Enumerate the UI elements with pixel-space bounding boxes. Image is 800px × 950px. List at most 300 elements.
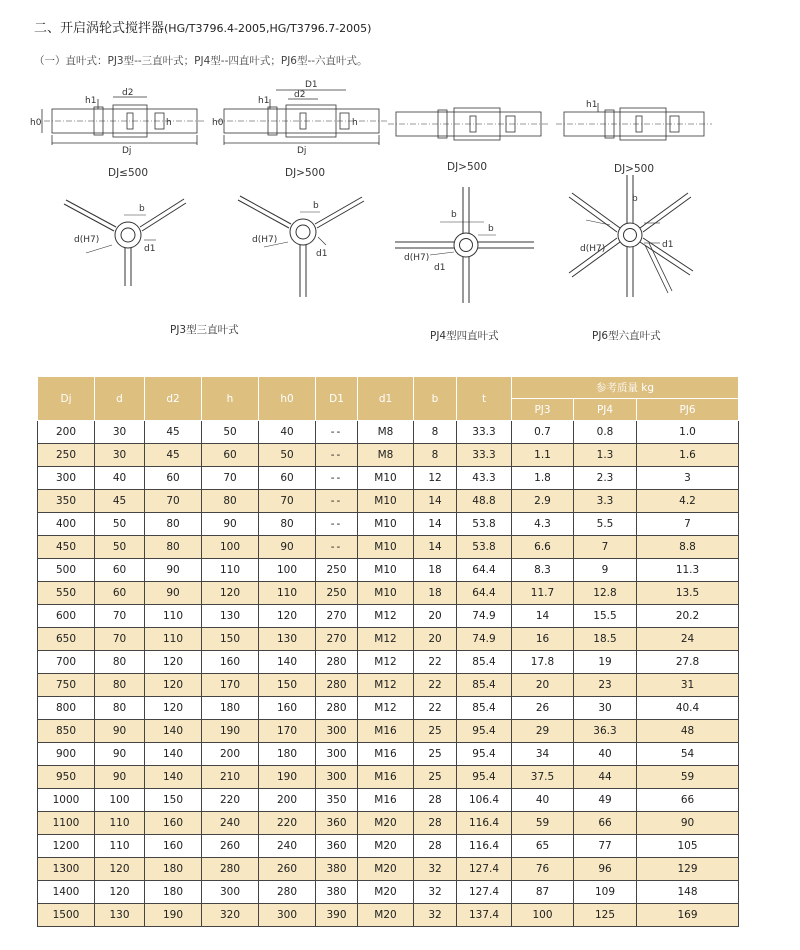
table-cell: 85.4 xyxy=(457,697,512,720)
table-cell: 25 xyxy=(414,720,457,743)
header-D1: D1 xyxy=(316,377,358,421)
table-cell: M10 xyxy=(358,536,414,559)
table-cell: 80 xyxy=(95,651,145,674)
table-cell: M20 xyxy=(358,881,414,904)
table-cell: 14 xyxy=(414,536,457,559)
table-cell: 150 xyxy=(145,789,202,812)
table-cell: 120 xyxy=(259,605,316,628)
table-cell: 250 xyxy=(316,559,358,582)
dim-h1-2: h1 xyxy=(258,96,270,106)
table-cell: 30 xyxy=(95,444,145,467)
table-cell: 2.3 xyxy=(574,467,637,490)
table-row xyxy=(38,697,739,720)
table-cell: 700 xyxy=(38,651,95,674)
table-cell: 360 xyxy=(316,812,358,835)
table-cell: 140 xyxy=(259,651,316,674)
table-cell: 350 xyxy=(316,789,358,812)
table-cell: 32 xyxy=(414,881,457,904)
top-view-pj4 xyxy=(395,187,534,303)
table-cell: 127.4 xyxy=(457,858,512,881)
title-text: 二、开启涡轮式搅拌器 xyxy=(34,21,165,36)
table-cell: 90 xyxy=(95,743,145,766)
table-cell: 7 xyxy=(637,513,739,536)
table-cell: M16 xyxy=(358,720,414,743)
table-cell: M20 xyxy=(358,858,414,881)
table-cell: 190 xyxy=(202,720,259,743)
table-cell: 1.6 xyxy=(637,444,739,467)
table-cell: 90 xyxy=(95,766,145,789)
table-cell: M10 xyxy=(358,582,414,605)
table-cell: -- xyxy=(316,536,358,559)
header-pj3: PJ3 xyxy=(512,399,574,421)
header-pj4: PJ4 xyxy=(574,399,637,421)
technical-drawings xyxy=(0,75,800,365)
table-row xyxy=(38,651,739,674)
table-row xyxy=(38,628,739,651)
dim-dj-1: Dj xyxy=(122,146,132,156)
table-cell: 120 xyxy=(145,674,202,697)
table-cell: 180 xyxy=(145,858,202,881)
dim-d2-1: d2 xyxy=(122,88,134,98)
caption-pj6: PJ6型六直叶式 xyxy=(592,330,661,342)
table-cell: 22 xyxy=(414,674,457,697)
table-cell: 130 xyxy=(259,628,316,651)
caption-dj-2: DJ>500 xyxy=(285,167,326,179)
caption-dj-1: DJ≤500 xyxy=(108,167,149,179)
table-cell: 3 xyxy=(637,467,739,490)
table-cell: M12 xyxy=(358,651,414,674)
table-cell: 250 xyxy=(38,444,95,467)
caption-dj-3: DJ>500 xyxy=(447,161,488,173)
table-cell: 14 xyxy=(414,490,457,513)
table-cell: 60 xyxy=(95,559,145,582)
dim-d1-pj4: d1 xyxy=(434,263,446,273)
table-row xyxy=(38,467,739,490)
table-cell: 44 xyxy=(574,766,637,789)
table-cell: 77 xyxy=(574,835,637,858)
dim-h1-4: h1 xyxy=(586,100,598,110)
table-row xyxy=(38,444,739,467)
side-view-4 xyxy=(556,103,712,140)
table-row xyxy=(38,536,739,559)
table-cell: 64.4 xyxy=(457,559,512,582)
table-cell: 4.2 xyxy=(637,490,739,513)
table-cell: 550 xyxy=(38,582,95,605)
table-cell: 30 xyxy=(574,697,637,720)
table-cell: 5.5 xyxy=(574,513,637,536)
table-cell: 500 xyxy=(38,559,95,582)
table-cell: 65 xyxy=(512,835,574,858)
table-cell: 9 xyxy=(574,559,637,582)
table-cell: 22 xyxy=(414,697,457,720)
table-cell: 13.5 xyxy=(637,582,739,605)
table-cell: 31 xyxy=(637,674,739,697)
table-cell: 50 xyxy=(202,421,259,444)
table-cell: 90 xyxy=(145,582,202,605)
table-cell: 270 xyxy=(316,605,358,628)
table-cell: M12 xyxy=(358,697,414,720)
table-cell: M12 xyxy=(358,628,414,651)
table-cell: 12 xyxy=(414,467,457,490)
table-cell: 24 xyxy=(637,628,739,651)
table-cell: 66 xyxy=(637,789,739,812)
table-cell: 110 xyxy=(95,835,145,858)
table-cell: 28 xyxy=(414,812,457,835)
table-cell: 36.3 xyxy=(574,720,637,743)
table-cell: -- xyxy=(316,421,358,444)
table-cell: 90 xyxy=(95,720,145,743)
table-cell: 45 xyxy=(95,490,145,513)
table-cell: 390 xyxy=(316,904,358,927)
header-d2: d2 xyxy=(145,377,202,421)
table-cell: 80 xyxy=(95,697,145,720)
table-cell: 260 xyxy=(202,835,259,858)
table-cell: 8.3 xyxy=(512,559,574,582)
dim-h1-1: h1 xyxy=(85,96,97,106)
table-cell: 50 xyxy=(259,444,316,467)
table-cell: 1200 xyxy=(38,835,95,858)
table-cell: 200 xyxy=(259,789,316,812)
table-cell: 17.8 xyxy=(512,651,574,674)
table-row xyxy=(38,513,739,536)
table-cell: 34 xyxy=(512,743,574,766)
table-cell: 74.9 xyxy=(457,628,512,651)
header-d: d xyxy=(95,377,145,421)
table-cell: 70 xyxy=(145,490,202,513)
table-cell: 2.9 xyxy=(512,490,574,513)
dim-dj-2: Dj xyxy=(297,146,307,156)
dim-d2-2: d2 xyxy=(294,90,306,100)
table-cell: 18 xyxy=(414,582,457,605)
dim-h0-1: h0 xyxy=(30,118,42,128)
table-cell: M20 xyxy=(358,835,414,858)
table-cell: 54 xyxy=(637,743,739,766)
table-cell: 50 xyxy=(95,513,145,536)
table-cell: 180 xyxy=(145,881,202,904)
table-cell: 200 xyxy=(38,421,95,444)
table-cell: 260 xyxy=(259,858,316,881)
table-cell: 600 xyxy=(38,605,95,628)
dim-b-pj3b: b xyxy=(313,201,319,211)
dim-b2-pj4: b xyxy=(488,224,494,234)
table-cell: 6.6 xyxy=(512,536,574,559)
table-cell: 70 xyxy=(259,490,316,513)
table-cell: 300 xyxy=(316,720,358,743)
table-cell: 60 xyxy=(145,467,202,490)
table-cell: 1.0 xyxy=(637,421,739,444)
header-dj: Dj xyxy=(38,377,95,421)
table-row xyxy=(38,674,739,697)
table-cell: 16 xyxy=(512,628,574,651)
table-row xyxy=(38,789,739,812)
table-cell: 1400 xyxy=(38,881,95,904)
table-cell: M10 xyxy=(358,490,414,513)
table-row xyxy=(38,858,739,881)
table-cell: 60 xyxy=(95,582,145,605)
table-cell: 140 xyxy=(145,720,202,743)
table-cell: 650 xyxy=(38,628,95,651)
table-cell: 110 xyxy=(259,582,316,605)
table-cell: 80 xyxy=(95,674,145,697)
table-cell: 125 xyxy=(574,904,637,927)
table-cell: M12 xyxy=(358,674,414,697)
table-cell: 59 xyxy=(512,812,574,835)
table-cell: 140 xyxy=(145,766,202,789)
table-cell: 450 xyxy=(38,536,95,559)
table-cell: 40 xyxy=(259,421,316,444)
table-cell: 170 xyxy=(259,720,316,743)
table-cell: 160 xyxy=(145,835,202,858)
table-cell: 40.4 xyxy=(637,697,739,720)
table-cell: 18 xyxy=(414,559,457,582)
table-cell: 140 xyxy=(145,743,202,766)
table-cell: 280 xyxy=(259,881,316,904)
side-view-3 xyxy=(388,108,548,140)
table-cell: 200 xyxy=(202,743,259,766)
table-cell: 750 xyxy=(38,674,95,697)
table-cell: 23 xyxy=(574,674,637,697)
table-cell: 109 xyxy=(574,881,637,904)
table-row xyxy=(38,766,739,789)
table-cell: 25 xyxy=(414,766,457,789)
table-cell: 180 xyxy=(259,743,316,766)
table-cell: 240 xyxy=(202,812,259,835)
table-cell: 160 xyxy=(145,812,202,835)
title-standard: (HG/T3796.4-2005,HG/T3796.7-2005) xyxy=(164,22,372,35)
table-cell: 105 xyxy=(637,835,739,858)
table-cell: 360 xyxy=(316,835,358,858)
table-row xyxy=(38,559,739,582)
table-cell: 53.8 xyxy=(457,513,512,536)
table-cell: 320 xyxy=(202,904,259,927)
table-cell: M16 xyxy=(358,789,414,812)
table-body xyxy=(38,421,739,927)
table-row xyxy=(38,720,739,743)
header-h0: h0 xyxy=(259,377,316,421)
table-cell: 18.5 xyxy=(574,628,637,651)
dim-b-pj6: b xyxy=(632,194,638,204)
table-cell: 12.8 xyxy=(574,582,637,605)
table-cell: 40 xyxy=(574,743,637,766)
table-cell: 100 xyxy=(259,559,316,582)
table-cell: 280 xyxy=(316,674,358,697)
table-cell: -- xyxy=(316,490,358,513)
table-cell: -- xyxy=(316,513,358,536)
table-cell: 64.4 xyxy=(457,582,512,605)
dim-dh7-pj6: d(H7) xyxy=(580,244,606,254)
table-cell: 300 xyxy=(259,904,316,927)
table-cell: 90 xyxy=(637,812,739,835)
table-cell: 150 xyxy=(202,628,259,651)
table-cell: 45 xyxy=(145,444,202,467)
header-t: t xyxy=(457,377,512,421)
table-cell: 7 xyxy=(574,536,637,559)
dim-h-1: h xyxy=(166,118,172,128)
table-cell: 240 xyxy=(259,835,316,858)
caption-dj-4: DJ>500 xyxy=(614,163,655,175)
table-row xyxy=(38,605,739,628)
table-cell: 110 xyxy=(145,628,202,651)
dim-dh7-pj3a: d(H7) xyxy=(74,235,100,245)
dimension-table xyxy=(37,376,739,927)
table-cell: 116.4 xyxy=(457,835,512,858)
table-cell: 80 xyxy=(145,536,202,559)
table-cell: 37.5 xyxy=(512,766,574,789)
table-cell: 1.3 xyxy=(574,444,637,467)
table-cell: 32 xyxy=(414,858,457,881)
table-cell: 160 xyxy=(202,651,259,674)
table-cell: 80 xyxy=(259,513,316,536)
table-cell: 1100 xyxy=(38,812,95,835)
header-mass: 参考质量 kg xyxy=(512,377,739,399)
table-cell: 1000 xyxy=(38,789,95,812)
table-cell: 129 xyxy=(637,858,739,881)
table-cell: 95.4 xyxy=(457,720,512,743)
table-cell: 800 xyxy=(38,697,95,720)
table-cell: 50 xyxy=(95,536,145,559)
table-cell: 53.8 xyxy=(457,536,512,559)
table-cell: 180 xyxy=(202,697,259,720)
table-cell: 280 xyxy=(202,858,259,881)
dim-dh7-pj4: d(H7) xyxy=(404,253,430,263)
top-view-pj3-b xyxy=(238,196,364,297)
caption-pj4: PJ4型四直叶式 xyxy=(430,330,499,342)
table-cell: 106.4 xyxy=(457,789,512,812)
table-cell: 70 xyxy=(95,628,145,651)
dim-h-2: h xyxy=(352,118,358,128)
table-cell: M16 xyxy=(358,743,414,766)
table-cell: 116.4 xyxy=(457,812,512,835)
top-view-pj6 xyxy=(569,175,693,297)
table-cell: -- xyxy=(316,467,358,490)
table-cell: 74.9 xyxy=(457,605,512,628)
table-cell: 300 xyxy=(38,467,95,490)
table-cell: 26 xyxy=(512,697,574,720)
table-cell: 110 xyxy=(145,605,202,628)
table-cell: 90 xyxy=(202,513,259,536)
table-cell: 250 xyxy=(316,582,358,605)
table-cell: 300 xyxy=(202,881,259,904)
table-cell: 350 xyxy=(38,490,95,513)
table-cell: 950 xyxy=(38,766,95,789)
page-title xyxy=(34,17,371,36)
header-h: h xyxy=(202,377,259,421)
table-cell: 100 xyxy=(202,536,259,559)
table-cell: 11.3 xyxy=(637,559,739,582)
dim-b-pj4: b xyxy=(451,210,457,220)
table-cell: 96 xyxy=(574,858,637,881)
table-cell: 120 xyxy=(202,582,259,605)
table-cell: 90 xyxy=(259,536,316,559)
page-subtitle: （一）直叶式：PJ3型--三直叶式；PJ4型--四直叶式；PJ6型--六直叶式。 xyxy=(34,55,368,67)
table-cell: 27.8 xyxy=(637,651,739,674)
table-cell: 110 xyxy=(95,812,145,835)
table-cell: 4.3 xyxy=(512,513,574,536)
table-row xyxy=(38,835,739,858)
table-cell: 30 xyxy=(95,421,145,444)
table-cell: 380 xyxy=(316,858,358,881)
dim-D1-2: D1 xyxy=(305,80,318,90)
table-cell: 170 xyxy=(202,674,259,697)
table-cell: 19 xyxy=(574,651,637,674)
table-cell: 1300 xyxy=(38,858,95,881)
table-cell: 28 xyxy=(414,835,457,858)
table-cell: 90 xyxy=(145,559,202,582)
table-row xyxy=(38,421,739,444)
table-cell: 48 xyxy=(637,720,739,743)
table-cell: 40 xyxy=(512,789,574,812)
table-cell: 300 xyxy=(316,743,358,766)
table-cell: 33.3 xyxy=(457,444,512,467)
table-cell: 300 xyxy=(316,766,358,789)
table-cell: 49 xyxy=(574,789,637,812)
table-cell: 25 xyxy=(414,743,457,766)
table-cell: 120 xyxy=(95,858,145,881)
table-cell: M10 xyxy=(358,559,414,582)
table-cell: 210 xyxy=(202,766,259,789)
table-cell: M10 xyxy=(358,513,414,536)
table-cell: 80 xyxy=(202,490,259,513)
table-cell: 280 xyxy=(316,651,358,674)
table-cell: 900 xyxy=(38,743,95,766)
table-cell: 160 xyxy=(259,697,316,720)
table-cell: -- xyxy=(316,444,358,467)
table-row xyxy=(38,582,739,605)
table-cell: 15.5 xyxy=(574,605,637,628)
table-cell: 29 xyxy=(512,720,574,743)
table-cell: 190 xyxy=(145,904,202,927)
table-cell: 60 xyxy=(259,467,316,490)
table-cell: 100 xyxy=(95,789,145,812)
table-cell: 270 xyxy=(316,628,358,651)
table-cell: 76 xyxy=(512,858,574,881)
table-cell: 8 xyxy=(414,444,457,467)
table-cell: 8 xyxy=(414,421,457,444)
table-cell: 220 xyxy=(202,789,259,812)
table-cell: M16 xyxy=(358,766,414,789)
dim-d1-pj6: d1 xyxy=(662,240,674,250)
table-cell: 20 xyxy=(414,605,457,628)
table-cell: 0.7 xyxy=(512,421,574,444)
table-cell: 66 xyxy=(574,812,637,835)
table-cell: 0.8 xyxy=(574,421,637,444)
table-cell: 1500 xyxy=(38,904,95,927)
header-d1: d1 xyxy=(358,377,414,421)
table-cell: 20 xyxy=(414,628,457,651)
table-cell: 380 xyxy=(316,881,358,904)
table-cell: 60 xyxy=(202,444,259,467)
table-cell: 22 xyxy=(414,651,457,674)
table-cell: 32 xyxy=(414,904,457,927)
table-cell: 85.4 xyxy=(457,674,512,697)
table-cell: M8 xyxy=(358,444,414,467)
dim-dh7-pj3b: d(H7) xyxy=(252,235,278,245)
table-cell: 14 xyxy=(414,513,457,536)
table-cell: 48.8 xyxy=(457,490,512,513)
table-cell: 130 xyxy=(202,605,259,628)
table-cell: 28 xyxy=(414,789,457,812)
table-cell: 127.4 xyxy=(457,881,512,904)
table-cell: 190 xyxy=(259,766,316,789)
table-cell: 280 xyxy=(316,697,358,720)
table-cell: 169 xyxy=(637,904,739,927)
table-cell: 45 xyxy=(145,421,202,444)
caption-pj3: PJ3型三直叶式 xyxy=(170,324,239,336)
table-cell: 70 xyxy=(95,605,145,628)
table-cell: 110 xyxy=(202,559,259,582)
header-pj6: PJ6 xyxy=(637,399,739,421)
table-cell: 137.4 xyxy=(457,904,512,927)
